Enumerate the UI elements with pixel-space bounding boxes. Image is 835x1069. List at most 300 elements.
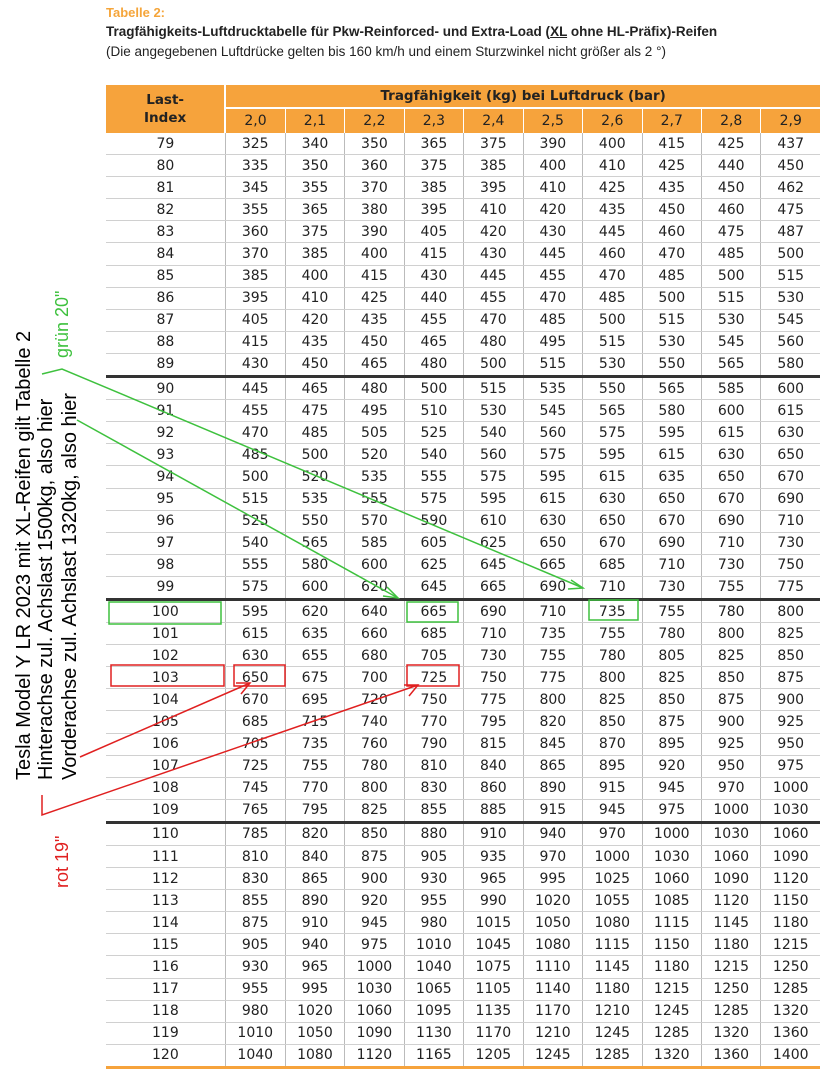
load-index-cell: 98	[106, 554, 225, 576]
capacity-cell: 435	[285, 331, 344, 353]
table-row	[106, 1044, 820, 1067]
capacity-cell: 1055	[583, 890, 642, 912]
capacity-cell: 625	[464, 532, 523, 554]
capacity-cell: 1170	[523, 1000, 582, 1022]
capacity-cell: 430	[523, 221, 582, 243]
capacity-cell: 820	[523, 711, 582, 733]
capacity-cell: 760	[345, 733, 404, 755]
capacity-cell: 750	[761, 554, 820, 576]
capacity-cell: 385	[225, 265, 285, 287]
capacity-cell: 855	[404, 799, 463, 822]
capacity-cell: 920	[345, 890, 404, 912]
capacity-cell: 435	[642, 177, 701, 199]
index-header-line-2: Index	[144, 110, 187, 126]
capacity-cell: 620	[345, 576, 404, 599]
capacity-cell: 715	[285, 711, 344, 733]
table-row	[106, 400, 820, 422]
capacity-cell: 740	[345, 711, 404, 733]
load-index-cell: 94	[106, 466, 225, 488]
capacity-cell: 1015	[464, 912, 523, 934]
table-row	[106, 287, 820, 309]
table-row	[106, 667, 820, 689]
capacity-cell: 450	[642, 199, 701, 221]
capacity-cell: 485	[225, 444, 285, 466]
capacity-cell: 530	[701, 309, 760, 331]
capacity-cell: 870	[583, 733, 642, 755]
capacity-cell: 655	[285, 645, 344, 667]
capacity-cell: 450	[345, 331, 404, 353]
table-row	[106, 846, 820, 868]
capacity-cell: 930	[404, 868, 463, 890]
capacity-cell: 650	[761, 444, 820, 466]
capacity-cell: 810	[404, 755, 463, 777]
capacity-cell: 580	[642, 400, 701, 422]
capacity-cell: 580	[761, 353, 820, 376]
capacity-cell: 1105	[464, 978, 523, 1000]
load-index-cell: 104	[106, 689, 225, 711]
capacity-cell: 995	[285, 978, 344, 1000]
capacity-cell: 600	[285, 576, 344, 599]
capacity-cell: 437	[761, 133, 820, 155]
table-row	[106, 868, 820, 890]
capacity-cell: 455	[404, 309, 463, 331]
capacity-cell: 670	[761, 466, 820, 488]
capacity-cell: 520	[285, 466, 344, 488]
capacity-cell: 600	[345, 554, 404, 576]
capacity-cell: 390	[523, 133, 582, 155]
table-row	[106, 799, 820, 822]
capacity-cell: 1000	[701, 799, 760, 822]
capacity-cell: 335	[225, 155, 285, 177]
capacity-cell: 1090	[345, 1022, 404, 1044]
capacity-cell: 800	[345, 777, 404, 799]
load-index-cell: 87	[106, 309, 225, 331]
table-row	[106, 353, 820, 376]
capacity-cell: 515	[701, 287, 760, 309]
capacity-cell: 1115	[642, 912, 701, 934]
capacity-cell: 750	[464, 667, 523, 689]
capacity-cell: 895	[583, 755, 642, 777]
capacity-cell: 895	[642, 733, 701, 755]
table-row	[106, 532, 820, 554]
annotation-line-1: Tesla Model Y LR 2023 mit XL-Reifen gilt Tabelle 2	[13, 330, 35, 780]
capacity-cell: 730	[701, 554, 760, 576]
capacity-cell: 630	[583, 488, 642, 510]
capacity-cell: 925	[761, 711, 820, 733]
capacity-cell: 1145	[583, 956, 642, 978]
capacity-cell: 1040	[225, 1044, 285, 1067]
capacity-cell: 415	[404, 243, 463, 265]
capacity-cell: 1150	[761, 890, 820, 912]
capacity-cell: 1050	[285, 1022, 344, 1044]
capacity-cell: 950	[701, 755, 760, 777]
table-row	[106, 623, 820, 645]
capacity-cell: 530	[761, 287, 820, 309]
capacity-cell: 785	[225, 822, 285, 845]
capacity-cell: 480	[345, 377, 404, 400]
capacity-cell: 515	[583, 331, 642, 353]
capacity-cell: 830	[404, 777, 463, 799]
capacity-cell: 405	[225, 309, 285, 331]
capacity-cell: 825	[701, 645, 760, 667]
capacity-cell: 1025	[583, 868, 642, 890]
load-index-cell: 109	[106, 799, 225, 822]
capacity-cell: 630	[225, 645, 285, 667]
capacity-cell: 625	[404, 554, 463, 576]
capacity-cell: 660	[345, 623, 404, 645]
capacity-cell: 1020	[523, 890, 582, 912]
capacity-cell: 370	[225, 243, 285, 265]
capacity-cell: 420	[464, 221, 523, 243]
capacity-cell: 515	[761, 265, 820, 287]
capacity-cell: 1010	[225, 1022, 285, 1044]
table-row	[106, 1000, 820, 1022]
capacity-cell: 1030	[701, 822, 760, 845]
capacity-cell: 595	[523, 466, 582, 488]
load-index-cell: 85	[106, 265, 225, 287]
capacity-cell: 595	[642, 422, 701, 444]
capacity-cell: 865	[285, 868, 344, 890]
load-index-cell: 118	[106, 1000, 225, 1022]
pressure-header: 2,2	[345, 108, 404, 133]
capacity-cell: 650	[701, 466, 760, 488]
capacity-cell: 645	[404, 576, 463, 599]
capacity-cell: 1000	[583, 846, 642, 868]
capacity-cell: 465	[285, 377, 344, 400]
capacity-cell: 800	[701, 623, 760, 645]
capacity-cell: 1205	[464, 1044, 523, 1067]
capacity-cell: 475	[701, 221, 760, 243]
capacity-cell: 910	[464, 822, 523, 845]
capacity-cell: 955	[404, 890, 463, 912]
capacity-cell: 1080	[523, 934, 582, 956]
capacity-cell: 1320	[761, 1000, 820, 1022]
capacity-cell: 465	[345, 353, 404, 376]
capacity-cell: 685	[225, 711, 285, 733]
capacity-cell: 615	[583, 466, 642, 488]
capacity-cell: 910	[285, 912, 344, 934]
capacity-cell: 565	[701, 353, 760, 376]
capacity-cell: 1150	[642, 934, 701, 956]
load-index-cell: 105	[106, 711, 225, 733]
capacity-cell: 385	[285, 243, 344, 265]
capacity-cell: 565	[285, 532, 344, 554]
load-index-cell: 80	[106, 155, 225, 177]
capacity-cell: 665	[404, 599, 463, 622]
capacity-cell: 560	[523, 422, 582, 444]
capacity-cell: 585	[701, 377, 760, 400]
capacity-cell: 975	[345, 934, 404, 956]
capacity-cell: 425	[642, 155, 701, 177]
capacity-header: Tragfähigkeit (kg) bei Luftdruck (bar)	[225, 85, 820, 108]
capacity-cell: 500	[404, 377, 463, 400]
capacity-cell: 450	[701, 177, 760, 199]
capacity-cell: 630	[523, 510, 582, 532]
capacity-cell: 800	[583, 667, 642, 689]
capacity-cell: 975	[642, 799, 701, 822]
capacity-cell: 900	[701, 711, 760, 733]
capacity-cell: 470	[642, 243, 701, 265]
capacity-cell: 380	[345, 199, 404, 221]
capacity-cell: 440	[404, 287, 463, 309]
title-part-1: Tragfähigkeits-Luftdrucktabelle für Pkw-Reinforced- und Extra-Load (	[106, 24, 551, 39]
capacity-cell: 500	[583, 309, 642, 331]
capacity-cell: 825	[345, 799, 404, 822]
capacity-cell: 445	[464, 265, 523, 287]
capacity-cell: 485	[523, 309, 582, 331]
capacity-cell: 980	[225, 1000, 285, 1022]
capacity-cell: 645	[464, 554, 523, 576]
capacity-cell: 1095	[404, 1000, 463, 1022]
capacity-cell: 905	[404, 846, 463, 868]
capacity-cell: 515	[225, 488, 285, 510]
capacity-cell: 400	[285, 265, 344, 287]
table-row	[106, 576, 820, 599]
table-row	[106, 822, 820, 845]
capacity-cell: 775	[761, 576, 820, 599]
capacity-cell: 825	[642, 667, 701, 689]
capacity-cell: 770	[285, 777, 344, 799]
capacity-cell: 370	[345, 177, 404, 199]
capacity-cell: 515	[523, 353, 582, 376]
capacity-cell: 485	[701, 243, 760, 265]
table-row	[106, 912, 820, 934]
capacity-cell: 755	[701, 576, 760, 599]
capacity-cell: 1170	[464, 1022, 523, 1044]
capacity-cell: 410	[464, 199, 523, 221]
capacity-cell: 790	[404, 733, 463, 755]
capacity-cell: 575	[583, 422, 642, 444]
capacity-cell: 850	[701, 667, 760, 689]
pressure-header: 2,1	[285, 108, 344, 133]
capacity-cell: 605	[404, 532, 463, 554]
capacity-cell: 635	[642, 466, 701, 488]
capacity-cell: 915	[583, 777, 642, 799]
capacity-cell: 600	[761, 377, 820, 400]
capacity-cell: 500	[464, 353, 523, 376]
load-index-cell: 106	[106, 733, 225, 755]
capacity-cell: 450	[761, 155, 820, 177]
capacity-cell: 545	[523, 400, 582, 422]
capacity-cell: 1065	[404, 978, 463, 1000]
capacity-cell: 635	[285, 623, 344, 645]
capacity-cell: 685	[583, 554, 642, 576]
table-row	[106, 422, 820, 444]
capacity-cell: 650	[225, 667, 285, 689]
load-index-cell: 102	[106, 645, 225, 667]
capacity-cell: 830	[225, 868, 285, 890]
table-row	[106, 890, 820, 912]
capacity-cell: 350	[285, 155, 344, 177]
capacity-cell: 615	[642, 444, 701, 466]
table-row	[106, 199, 820, 221]
load-index-cell: 112	[106, 868, 225, 890]
table-title	[106, 22, 831, 42]
capacity-cell: 1360	[701, 1044, 760, 1067]
capacity-cell: 495	[523, 331, 582, 353]
load-index-cell: 114	[106, 912, 225, 934]
pressure-header: 2,6	[583, 108, 642, 133]
capacity-cell: 670	[701, 488, 760, 510]
capacity-cell: 525	[225, 510, 285, 532]
load-index-cell: 79	[106, 133, 225, 155]
capacity-cell: 1060	[345, 1000, 404, 1022]
table-row	[106, 466, 820, 488]
capacity-cell: 345	[225, 177, 285, 199]
capacity-cell: 430	[404, 265, 463, 287]
capacity-cell: 580	[285, 554, 344, 576]
capacity-cell: 1060	[701, 846, 760, 868]
capacity-cell: 710	[642, 554, 701, 576]
capacity-cell: 690	[701, 510, 760, 532]
capacity-cell: 915	[523, 799, 582, 822]
capacity-cell: 470	[225, 422, 285, 444]
capacity-cell: 710	[761, 510, 820, 532]
capacity-cell: 355	[285, 177, 344, 199]
capacity-cell: 355	[225, 199, 285, 221]
table-row	[106, 978, 820, 1000]
table-row	[106, 934, 820, 956]
capacity-cell: 955	[225, 978, 285, 1000]
capacity-cell: 850	[583, 711, 642, 733]
capacity-cell: 570	[345, 510, 404, 532]
capacity-cell: 755	[285, 755, 344, 777]
table-row	[106, 377, 820, 400]
load-index-cell: 88	[106, 331, 225, 353]
capacity-cell: 595	[464, 488, 523, 510]
capacity-cell: 500	[701, 265, 760, 287]
load-index-cell: 96	[106, 510, 225, 532]
load-index-cell: 91	[106, 400, 225, 422]
capacity-cell: 650	[642, 488, 701, 510]
capacity-cell: 460	[701, 199, 760, 221]
table-row	[106, 1022, 820, 1044]
capacity-cell: 1120	[761, 868, 820, 890]
capacity-cell: 485	[642, 265, 701, 287]
capacity-cell: 325	[225, 133, 285, 155]
capacity-cell: 340	[285, 133, 344, 155]
capacity-cell: 690	[464, 599, 523, 622]
annotation-line-2: Hinterachse zul. Achslast 1500kg, also hier	[35, 398, 57, 780]
capacity-cell: 815	[464, 733, 523, 755]
capacity-cell: 435	[345, 309, 404, 331]
load-index-cell: 108	[106, 777, 225, 799]
capacity-cell: 685	[404, 623, 463, 645]
capacity-cell: 620	[285, 599, 344, 622]
table-row	[106, 689, 820, 711]
capacity-cell: 710	[523, 599, 582, 622]
table-row	[106, 599, 820, 622]
capacity-cell: 515	[464, 377, 523, 400]
capacity-cell: 1245	[583, 1022, 642, 1044]
capacity-cell: 455	[523, 265, 582, 287]
capacity-cell: 990	[464, 890, 523, 912]
load-index-cell: 115	[106, 934, 225, 956]
capacity-cell: 455	[225, 400, 285, 422]
capacity-cell: 925	[701, 733, 760, 755]
capacity-cell: 840	[285, 846, 344, 868]
capacity-cell: 1010	[404, 934, 463, 956]
table-row	[106, 645, 820, 667]
capacity-cell: 945	[345, 912, 404, 934]
capacity-cell: 1250	[761, 956, 820, 978]
capacity-cell: 1060	[761, 822, 820, 845]
capacity-cell: 505	[345, 422, 404, 444]
capacity-cell: 585	[345, 532, 404, 554]
capacity-cell: 865	[523, 755, 582, 777]
load-index-cell: 86	[106, 287, 225, 309]
capacity-cell: 755	[523, 645, 582, 667]
load-index-cell: 93	[106, 444, 225, 466]
capacity-cell: 735	[583, 599, 642, 622]
capacity-cell: 905	[225, 934, 285, 956]
capacity-cell: 670	[583, 532, 642, 554]
capacity-cell: 690	[761, 488, 820, 510]
capacity-cell: 1080	[583, 912, 642, 934]
capacity-cell: 810	[225, 846, 285, 868]
capacity-cell: 545	[761, 309, 820, 331]
capacity-cell: 735	[523, 623, 582, 645]
capacity-cell: 1115	[583, 934, 642, 956]
capacity-cell: 1180	[642, 956, 701, 978]
capacity-cell: 1030	[761, 799, 820, 822]
capacity-cell: 1165	[404, 1044, 463, 1067]
capacity-cell: 1215	[701, 956, 760, 978]
capacity-cell: 970	[701, 777, 760, 799]
capacity-cell: 680	[345, 645, 404, 667]
capacity-cell: 485	[285, 422, 344, 444]
capacity-cell: 890	[285, 890, 344, 912]
capacity-cell: 610	[464, 510, 523, 532]
pressure-header: 2,3	[404, 108, 463, 133]
header-row-1	[106, 85, 820, 108]
capacity-cell: 755	[642, 599, 701, 622]
capacity-cell: 630	[761, 422, 820, 444]
capacity-cell: 720	[345, 689, 404, 711]
capacity-cell: 385	[404, 177, 463, 199]
capacity-cell: 900	[345, 868, 404, 890]
capacity-cell: 820	[285, 822, 344, 845]
pressure-header: 2,8	[701, 108, 760, 133]
red-label: rot 19"	[52, 835, 72, 888]
capacity-cell: 535	[285, 488, 344, 510]
table-row	[106, 133, 820, 155]
capacity-cell: 460	[642, 221, 701, 243]
capacity-cell: 475	[761, 199, 820, 221]
capacity-cell: 1360	[761, 1022, 820, 1044]
capacity-cell: 590	[404, 510, 463, 532]
load-index-cell: 89	[106, 353, 225, 376]
capacity-cell: 615	[225, 623, 285, 645]
capacity-cell: 555	[345, 488, 404, 510]
capacity-cell: 415	[345, 265, 404, 287]
capacity-cell: 1245	[523, 1044, 582, 1067]
capacity-cell: 1285	[701, 1000, 760, 1022]
capacity-cell: 500	[225, 466, 285, 488]
capacity-cell: 1250	[701, 978, 760, 1000]
capacity-cell: 970	[583, 822, 642, 845]
capacity-cell: 530	[583, 353, 642, 376]
capacity-cell: 480	[464, 331, 523, 353]
capacity-cell: 725	[404, 667, 463, 689]
table-body	[106, 133, 820, 1067]
capacity-cell: 745	[225, 777, 285, 799]
load-index-cell: 111	[106, 846, 225, 868]
capacity-cell: 460	[583, 243, 642, 265]
capacity-cell: 480	[404, 353, 463, 376]
capacity-cell: 1135	[464, 1000, 523, 1022]
capacity-cell: 435	[583, 199, 642, 221]
